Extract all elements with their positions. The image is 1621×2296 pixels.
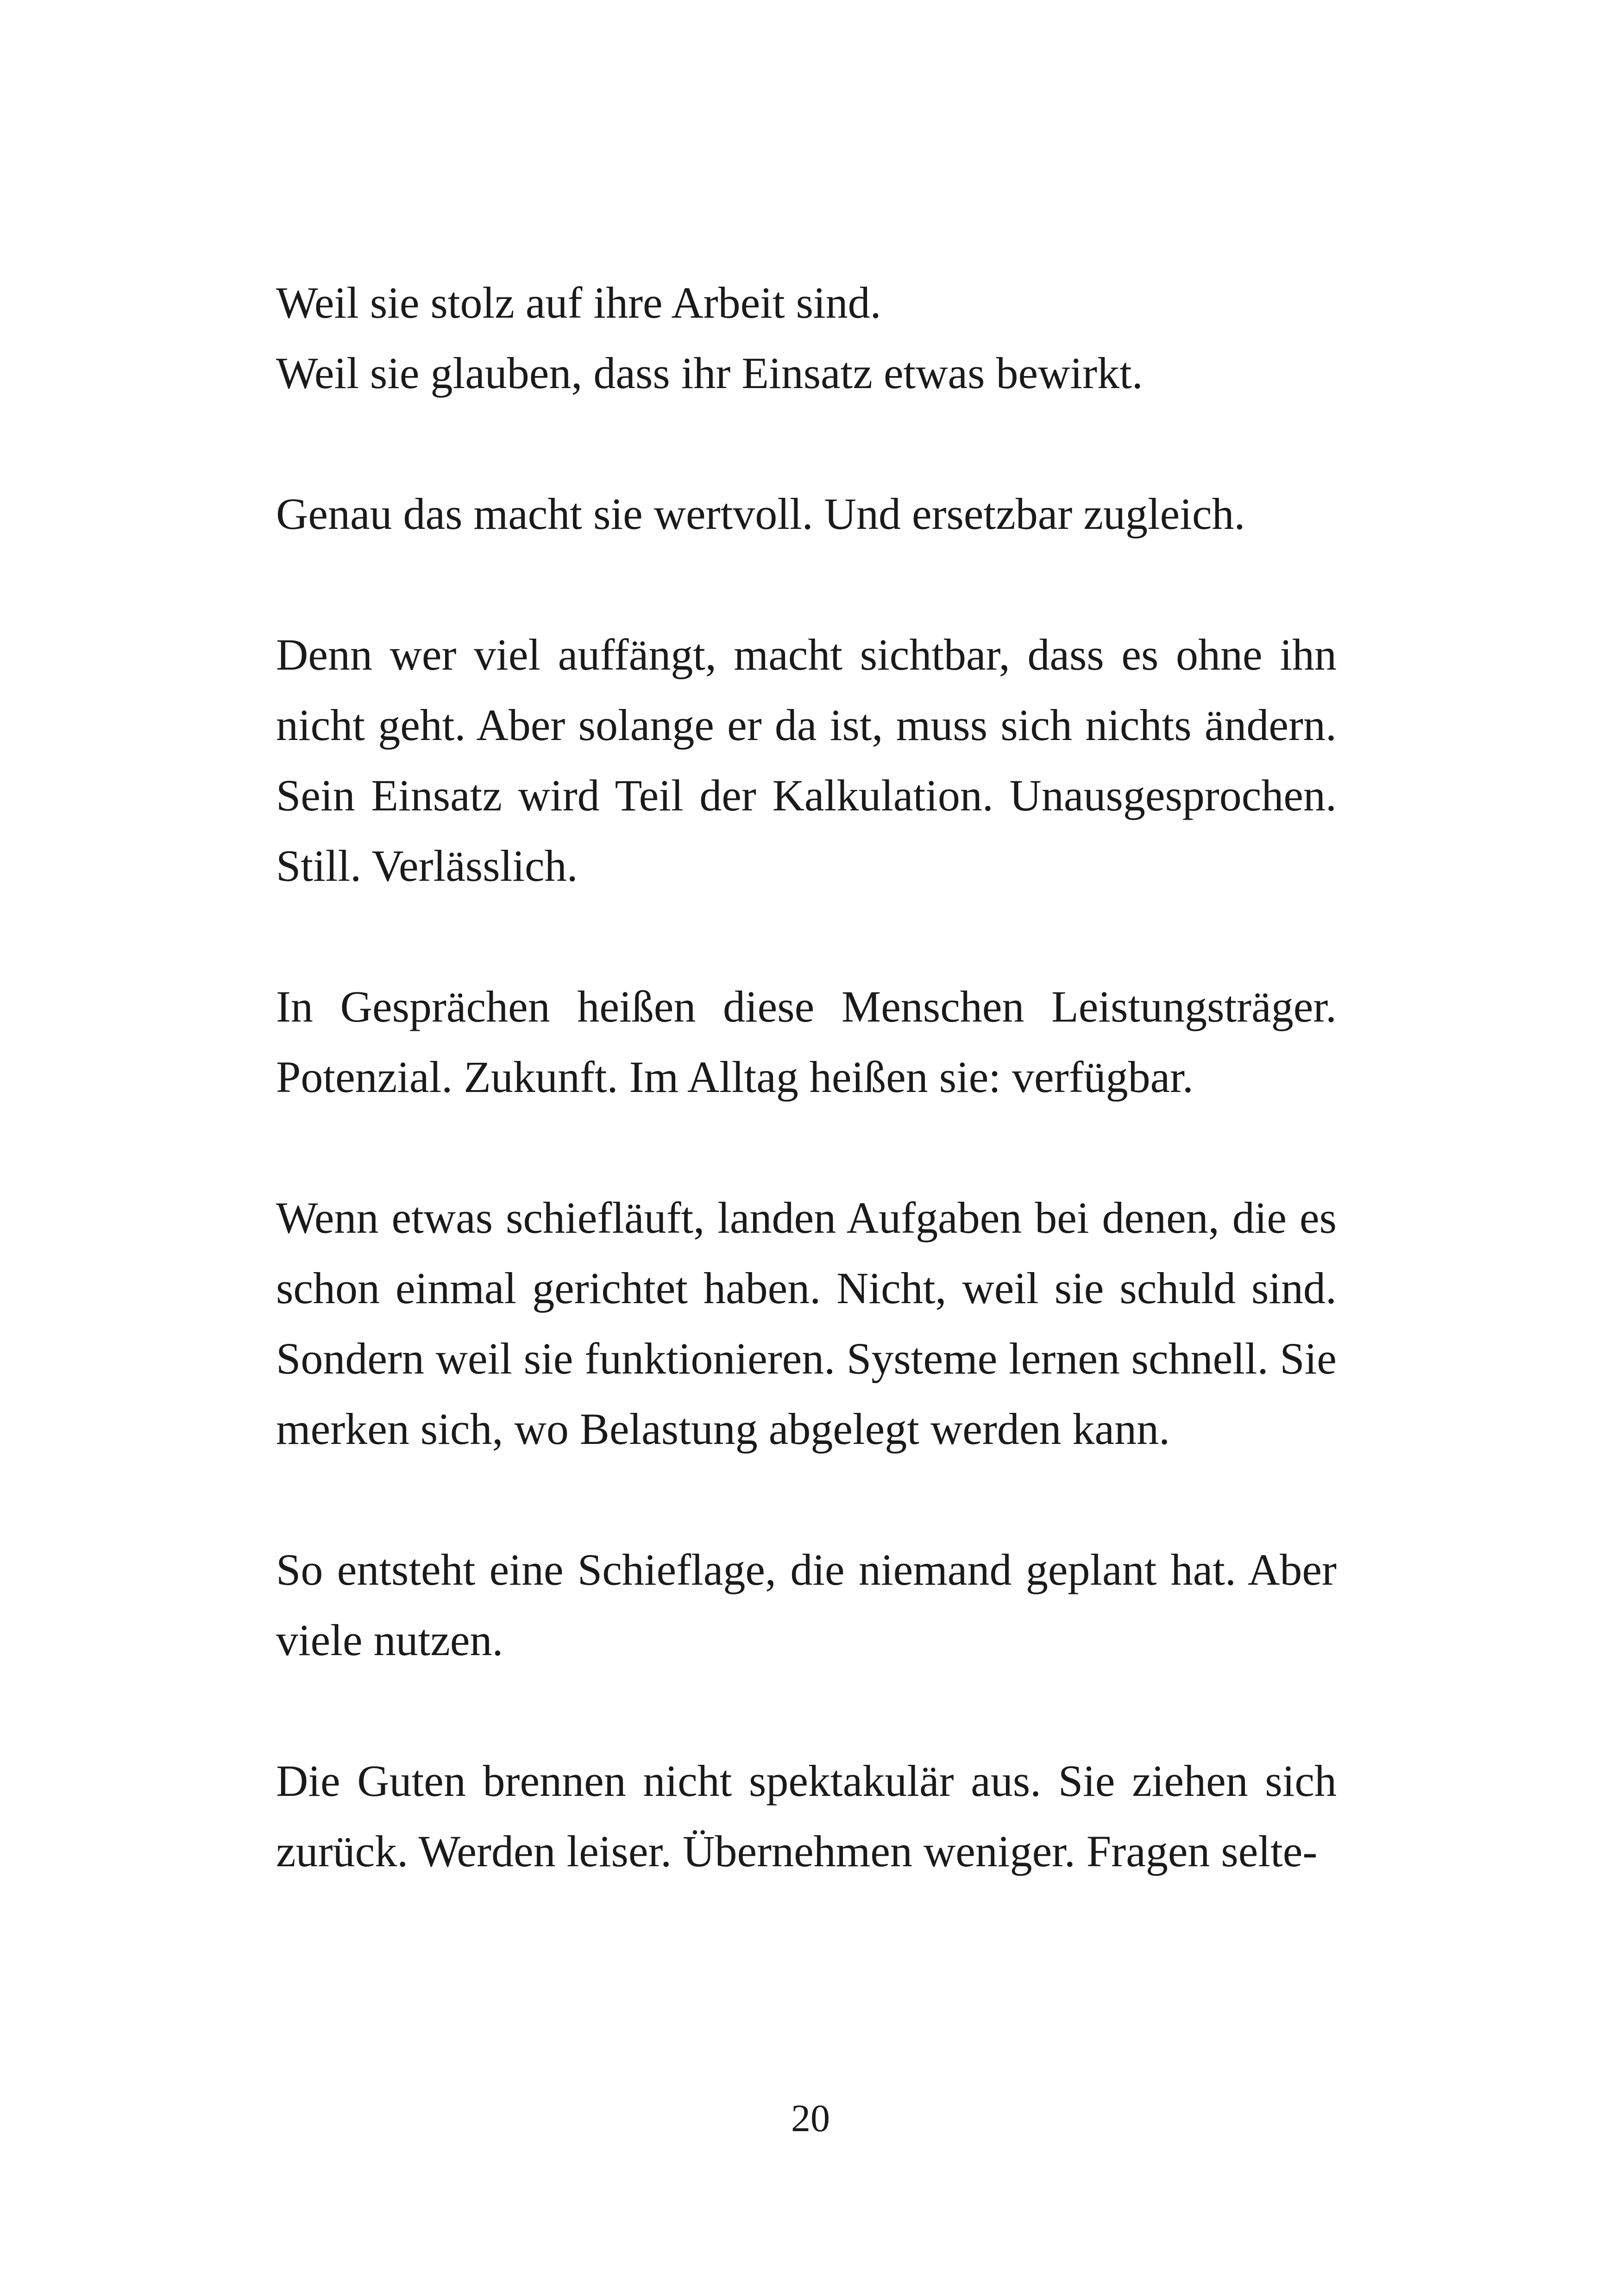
paragraph-systems: Wenn etwas schiefläuft, landen Aufgaben bei denen, die es schon einmal gerichtet haben. Nicht, weil sie schuld sind. Sondern weil sie funktionieren. Systeme lernen schnell. Sie merken sich, wo Belastung abgelegt werden kann. [276, 1193, 1337, 1454]
paragraph-valuable: Genau das macht sie wertvoll. Und ersetzbar zugleich. [276, 489, 1245, 539]
page-body [276, 268, 1337, 1957]
text-line: Weil sie stolz auf ihre Arbeit sind. [276, 278, 881, 327]
paragraph-conversations: In Gesprächen heißen diese Menschen Leistungsträger. Potenzial. Zukunft. Im Alltag heißen sie: verfügbar. [276, 982, 1337, 1102]
page-number: 20 [791, 2097, 830, 2140]
paragraph-withdrawal: Die Guten brennen nicht spektakulär aus. Sie ziehen sich zurück. Werden leiser. Übernehmen weniger. Fragen selte- [276, 1756, 1337, 1876]
paragraph-reasons [276, 268, 1337, 408]
paragraph-absorb: Denn wer viel auffängt, macht sichtbar, dass es ohne ihn nicht geht. Aber solange er da ist, muss sich nichts ändern. Sein Einsatz wird Teil der Kalkulation. Unausgesprochen. Still. Verlässlich. [276, 630, 1337, 891]
text-line: Weil sie glauben, dass ihr Einsatz etwas bewirkt. [276, 348, 1143, 398]
paragraph-imbalance: So entsteht eine Schieflage, die niemand geplant hat. Aber viele nutzen. [276, 1545, 1337, 1665]
